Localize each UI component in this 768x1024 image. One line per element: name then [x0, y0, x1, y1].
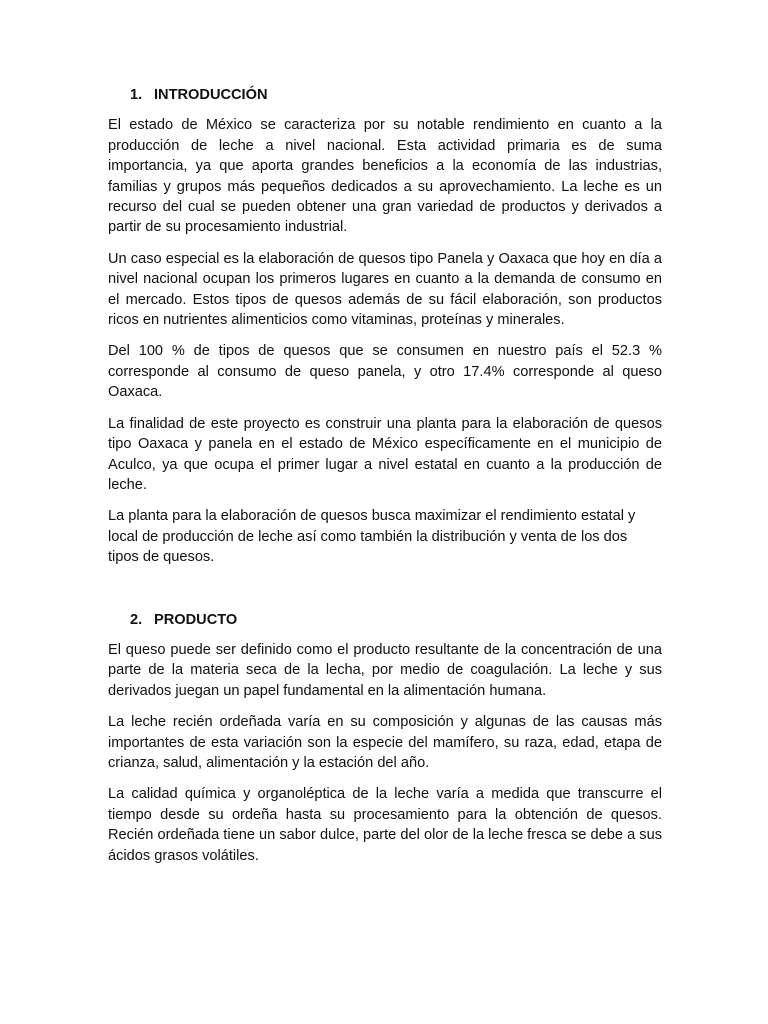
- paragraph: Del 100 % de tipos de quesos que se consumen en nuestro país el 52.3 % corresponde al consumo de queso panela, y otro 17.4% corresponde al queso Oaxaca.: [108, 343, 662, 401]
- paragraph: Un caso especial es la elaboración de quesos tipo Panela y Oaxaca que hoy en día a nivel nacional ocupan los primeros lugares en cuanto a la demanda de consumo en el mercado. Estos tipos de quesos además de su fácil elaboración, son productos ricos en nutrientes alimenticios como vitaminas, proteínas y minerales.: [108, 250, 662, 329]
- section-title: PRODUCTO: [154, 611, 238, 628]
- document-page: [108, 85, 662, 877]
- section-title: INTRODUCCIÓN: [154, 87, 268, 103]
- section-heading-producto: [108, 610, 662, 630]
- paragraph: El queso puede ser definido como el producto resultante de la concentración de una parte de la materia seca de la lecha, por medio de coagulación. La leche y sus derivados juegan un papel fundamental en la alimentación humana.: [108, 641, 662, 699]
- paragraph: La finalidad de este proyecto es construir una planta para la elaboración de quesos tipo Oaxaca y panela en el estado de México específicamente en el municipio de Aculco, ya que ocupa el primer lugar a nivel estatal en cuanto a la producción de leche.: [108, 415, 662, 493]
- section-divider-space: [108, 579, 662, 610]
- section-number: 2.: [130, 611, 143, 628]
- paragraph: La planta para la elaboración de quesos busca maximizar el rendimiento estatal y local de producción de leche así como también la distribución y venta de los dos tipos de quesos.: [108, 508, 636, 566]
- section-number: 1.: [130, 87, 143, 103]
- section-heading-introduccion: [108, 85, 662, 105]
- paragraph: El estado de México se caracteriza por su notable rendimiento en cuanto a la producción de leche a nivel nacional. Esta actividad primaria es de suma importancia, ya que aporta grandes beneficios a la economía de las industrias, familias y grupos más pequeños dedicados a su aprovechamiento. La leche es un recurso del cual se pueden obtener una gran variedad de productos y derivados a partir de su procesamiento industrial.: [108, 117, 662, 236]
- paragraph: La leche recién ordeñada varía en su composición y algunas de las causas más importantes de esta variación son la especie del mamífero, su raza, edad, etapa de crianza, salud, alimentación y la estación del año.: [108, 714, 662, 771]
- paragraph: La calidad química y organoléptica de la leche varía a medida que transcurre el tiempo desde su ordeña hasta su procesamiento para la obtención de quesos. Recién ordeñada tiene un sabor dulce, parte del olor de la leche fresca se debe a sus ácidos grasos volátiles.: [108, 786, 662, 864]
